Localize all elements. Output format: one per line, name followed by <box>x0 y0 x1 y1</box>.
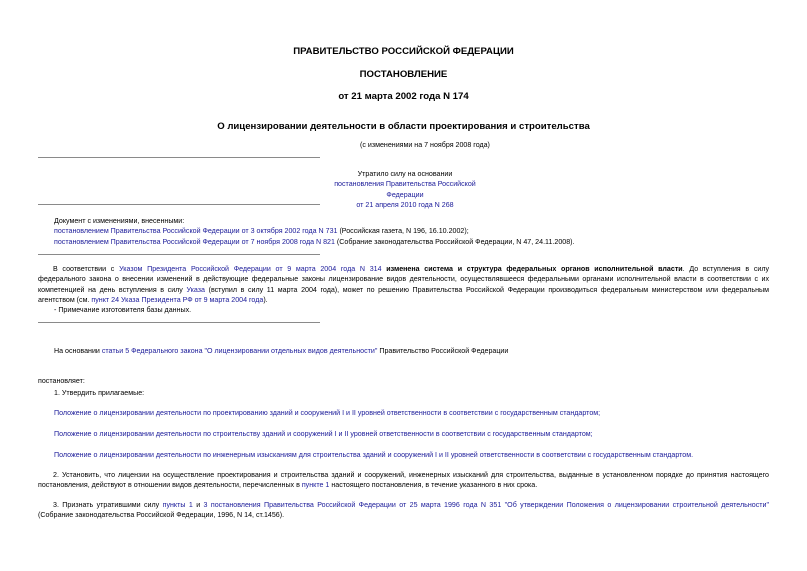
decree-314-link[interactable]: Указом Президента Российской Федерации от 9 марта 2004 года N 314 <box>119 265 382 273</box>
repealed-block <box>320 169 490 210</box>
government-heading: ПРАВИТЕЛЬСТВО РОССИЙСКОЙ ФЕДЕРАЦИИ <box>293 46 514 57</box>
points-1-link[interactable]: пункты 1 <box>162 501 193 509</box>
regulation-construction-link[interactable]: Положение о лицензировании деятельности по строительству зданий и сооружений I и II уровней ответственности в соответствии с государственным стандартом; <box>54 430 593 438</box>
amendment-link[interactable]: постановлением Правительства Российской Федерации от 3 октября 2002 года N 731 <box>54 227 338 235</box>
regulation-item <box>54 450 693 460</box>
divider <box>38 157 320 158</box>
amendment-item: постановлением Правительства Российской Федерации от 3 октября 2002 года N 731 (Российская газета, N 196, 16.10.2002); <box>54 227 469 235</box>
amendment-link[interactable]: постановлением Правительства Российской Федерации от 7 ноября 2008 года N 821 <box>54 238 335 246</box>
document-title: О лицензировании деятельности в области проектирования и строительства <box>217 121 590 132</box>
repealed-link-date[interactable]: от 21 апреля 2010 года N 268 <box>356 200 454 209</box>
divider <box>38 204 320 205</box>
db-note: - Примечание изготовителя базы данных. <box>54 306 192 314</box>
item-3-line: 3. Признать утратившими силу пункты 1 и 3 постановления Правительства Российской Федерации от 25 марта 1996 года N 351 "Об утверждении Положения о лицензировании строительной деятельности" <box>53 501 769 509</box>
amendments-intro: Документ с изменениями, внесенными: <box>54 217 185 225</box>
note-line: В соответствии с Указом Президента Российской Федерации от 9 марта 2004 года N 314 изменена система и структура федеральных органов исполнительной власти. До вступления в силу <box>53 265 769 273</box>
note-line: компетенцией на день вступления в силу Указа (вступил в силу 11 марта 2004 года), может по решению Правительства Российской Федерации производиться федеральным министерством или федеральным <box>38 286 769 294</box>
document-date-number: от 21 марта 2002 года N 174 <box>338 91 469 102</box>
note-line: федерального закона о внесении изменений в действующие федеральные законы лицензирование видов деятельности, осуществлявшееся федеральными органами исполнительной власти в соответствии с их <box>38 275 769 283</box>
note-line: агентством (см. пункт 24 Указа Президента РФ от 9 марта 2004 года). <box>38 296 268 304</box>
amended-note: (с изменениями на 7 ноября 2008 года) <box>360 141 490 149</box>
regulation-item <box>54 429 593 439</box>
basis-paragraph: На основании статьи 5 Федерального закона "О лицензировании отдельных видов деятельности" Правительство Российской Федерации <box>54 347 509 355</box>
regulation-survey-link[interactable]: Положение о лицензировании деятельности по инженерным изысканиям для строительства зданий и сооружений I и II уровней ответственности в соответствии с государственным стандартом. <box>54 451 694 459</box>
item-3-source: (Собрание законодательства Российской Федерации, 1996, N 14, ст.1456). <box>38 511 285 519</box>
divider <box>38 322 320 323</box>
divider <box>38 254 320 255</box>
item-2-line: постановления, действуют в отношении видов деятельности, перечисленных в пункте 1 настоящего постановления, в течение указанного в них срока. <box>38 481 538 489</box>
item-1-label: 1. Утвердить прилагаемые: <box>54 389 145 397</box>
repealed-link-line[interactable]: постановления Правительства Российской Федерации <box>334 180 476 199</box>
decree-351-link[interactable]: 3 постановления Правительства Российской Федерации от 25 марта 1996 года N 351 "Об утверждении Положения о лицензировании строительной деятельности" <box>203 501 769 509</box>
item-2-line: 2. Установить, что лицензии на осуществление проектирования и строительства зданий и сооружений, инженерных изысканий для строительства, выданные в установленном порядке до принятия настоящего <box>53 471 769 479</box>
repealed-text: Утратило силу на основании <box>357 170 453 178</box>
amendment-item: постановлением Правительства Российской Федерации от 7 ноября 2008 года N 821 (Собрание законодательства Российской Федерации, N 47, 24.11.2008). <box>54 238 575 246</box>
resolves-label: постановляет: <box>38 377 85 385</box>
law-article-5-link[interactable]: статьи 5 Федерального закона "О лицензировании отдельных видов деятельности" <box>101 347 378 355</box>
decree-point-24-link[interactable]: пункт 24 Указа Президента РФ от 9 марта 2004 года <box>91 296 264 304</box>
regulation-item <box>54 408 600 418</box>
document-type: ПОСТАНОВЛЕНИЕ <box>359 69 448 80</box>
point-1-link[interactable]: пункте 1 <box>301 481 330 489</box>
decree-link[interactable]: Указа <box>186 286 205 294</box>
regulation-design-link[interactable]: Положение о лицензировании деятельности по проектированию зданий и сооружений I и II уровней ответственности в соответствии с государственным стандартом; <box>54 409 601 417</box>
